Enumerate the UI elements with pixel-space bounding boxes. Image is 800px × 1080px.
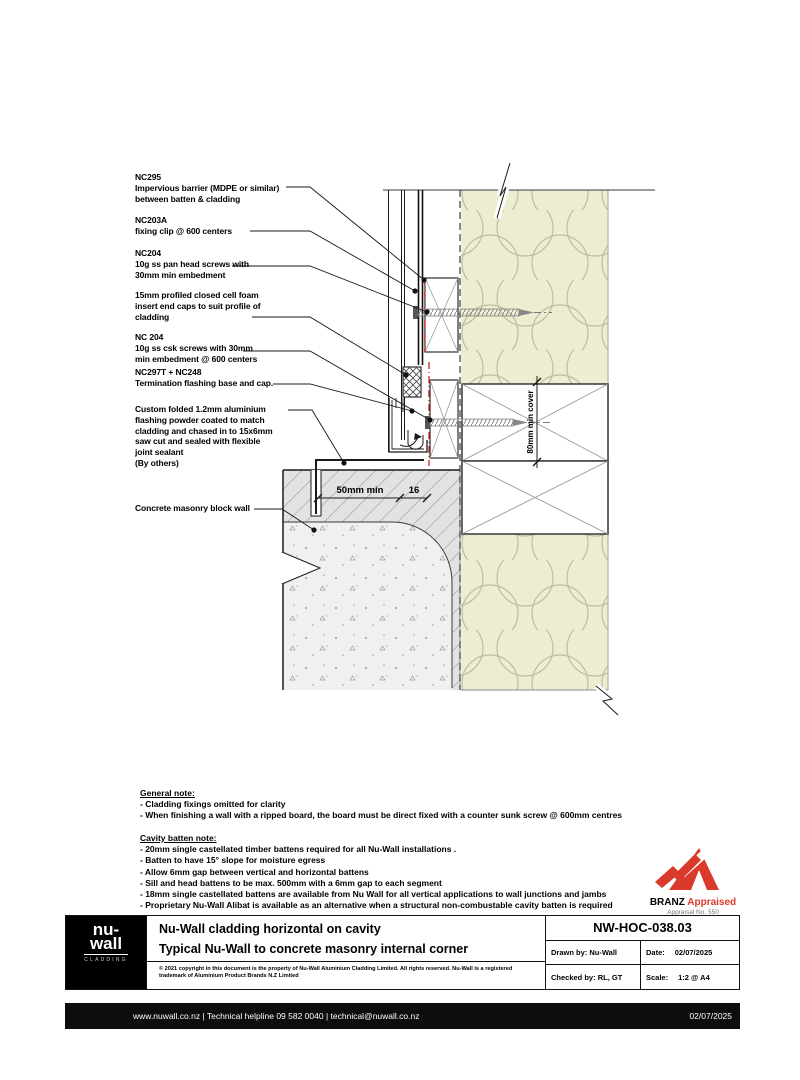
note-line: - Batten to have 15° slope for moisture egress <box>140 855 326 866</box>
title-cell <box>146 916 546 989</box>
concrete-masonry-wall <box>282 470 460 690</box>
bottom-break <box>461 686 618 715</box>
note-line: - Cladding fixings omitted for clarity <box>140 799 286 810</box>
cavity-note-heading: Cavity batten note: <box>140 833 217 843</box>
note-line: - 18mm single castellated battens are available from Nu Wall for all vertical applications to wall junctions and jambs <box>140 889 607 900</box>
copyright-text: © 2021 copyright in this document is the property of Nu-Wall Aluminium Cladding Limited. All rights reserved. Nu-Wall is a registered trademark of Aluminium Product Brands N.Z Limited <box>147 961 545 989</box>
general-note-heading: General note: <box>140 788 195 798</box>
framing-blocks <box>462 384 608 534</box>
date-cell: Date: 02/07/2025 <box>646 948 713 957</box>
branz-logo-icon <box>643 838 743 890</box>
label-code: NC297T + NC248 <box>135 367 202 377</box>
branz-label: BRANZ Appraised <box>649 897 737 908</box>
label-termination-flashing: NC297T + NC248 Termination flashing base and cap. <box>135 367 274 388</box>
logo-sub: CLADDING <box>84 957 128 963</box>
label-impervious-barrier: NC295 Impervious barrier (MDPE or similar) between batten & cladding <box>135 172 280 204</box>
scale-cell: Scale: 1:2 @ A4 <box>646 972 710 982</box>
logo-line2: wall <box>89 934 123 953</box>
branz-appraisal-no: Appraisal No. 550 <box>667 909 719 916</box>
drawing-subtitle: Typical Nu-Wall to concrete masonry internal corner <box>159 942 469 956</box>
label-foam-insert: 15mm profiled closed cell foam insert end caps to suit profile of cladding <box>135 290 261 322</box>
drawn-date-row <box>546 941 739 965</box>
dim-width-label: 50mm min <box>336 485 384 496</box>
label-fixing-clip: NC203A fixing clip @ 600 centers <box>135 215 232 236</box>
checked-scale-row <box>546 965 739 989</box>
foam-insert <box>403 367 421 397</box>
label-pan-head-screws: NC204 10g ss pan head screws with 30mm min embedment <box>135 248 249 280</box>
label-concrete-wall: Concrete masonry block wall <box>135 503 250 513</box>
note-line: - When finishing a wall with a ripped board, the board must be direct fixed with a counter sunk screw @ 600mm centres <box>140 810 623 821</box>
drawing-title: Nu-Wall cladding horizontal on cavity <box>159 922 381 936</box>
drawn-by-cell: Drawn by: Nu-Wall <box>546 941 641 964</box>
cavity-batten-note <box>140 833 613 911</box>
title-block <box>65 915 740 990</box>
label-code: NC295 <box>135 172 161 182</box>
branz-appraised-badge <box>643 838 743 916</box>
footer-bar <box>65 1003 740 1029</box>
dim-cover-label: 80mm min cover <box>526 390 535 454</box>
note-line: - Allow 6mm gap between vertical and horizontal battens <box>140 866 369 877</box>
checked-by-cell: Checked by: RL, GT <box>546 965 641 989</box>
note-line: - 20mm single castellated timber battens required for all Nu-Wall installations . <box>140 844 457 855</box>
drawing-code: NW-HOC-038.03 <box>546 916 739 941</box>
footer-contact: www.nuwall.co.nz | Technical helpline 09 582 0040 | technical@nuwall.co.nz <box>133 1011 420 1021</box>
note-line: - Sill and head battens to be max. 500mm with a 6mm gap to each segment <box>140 877 442 888</box>
logo-rule <box>84 954 128 955</box>
general-note <box>140 788 622 822</box>
label-code: NC 204 <box>135 332 164 342</box>
label-csk-screws: NC 204 10g ss csk screws with 30mm min embedment @ 600 centers <box>135 332 258 364</box>
label-custom-flashing: Custom folded 1.2mm aluminium flashing powder coated to match cladding and chased in to 15x6mm saw cut and sealed with flexible joint sealant (By others) <box>135 404 273 468</box>
logo-line1: nu- <box>92 920 120 939</box>
label-code: NC204 <box>135 248 161 258</box>
note-line: - Proprietary Nu-Wall Alibat is available as an alternative when a structural non-combustable cavity batten is required <box>140 900 613 911</box>
footer-date: 02/07/2025 <box>689 1011 732 1021</box>
title-meta <box>546 916 739 989</box>
nuwall-logo <box>66 916 146 989</box>
dim-gap-label: 16 <box>408 485 420 496</box>
label-code: NC203A <box>135 215 167 225</box>
